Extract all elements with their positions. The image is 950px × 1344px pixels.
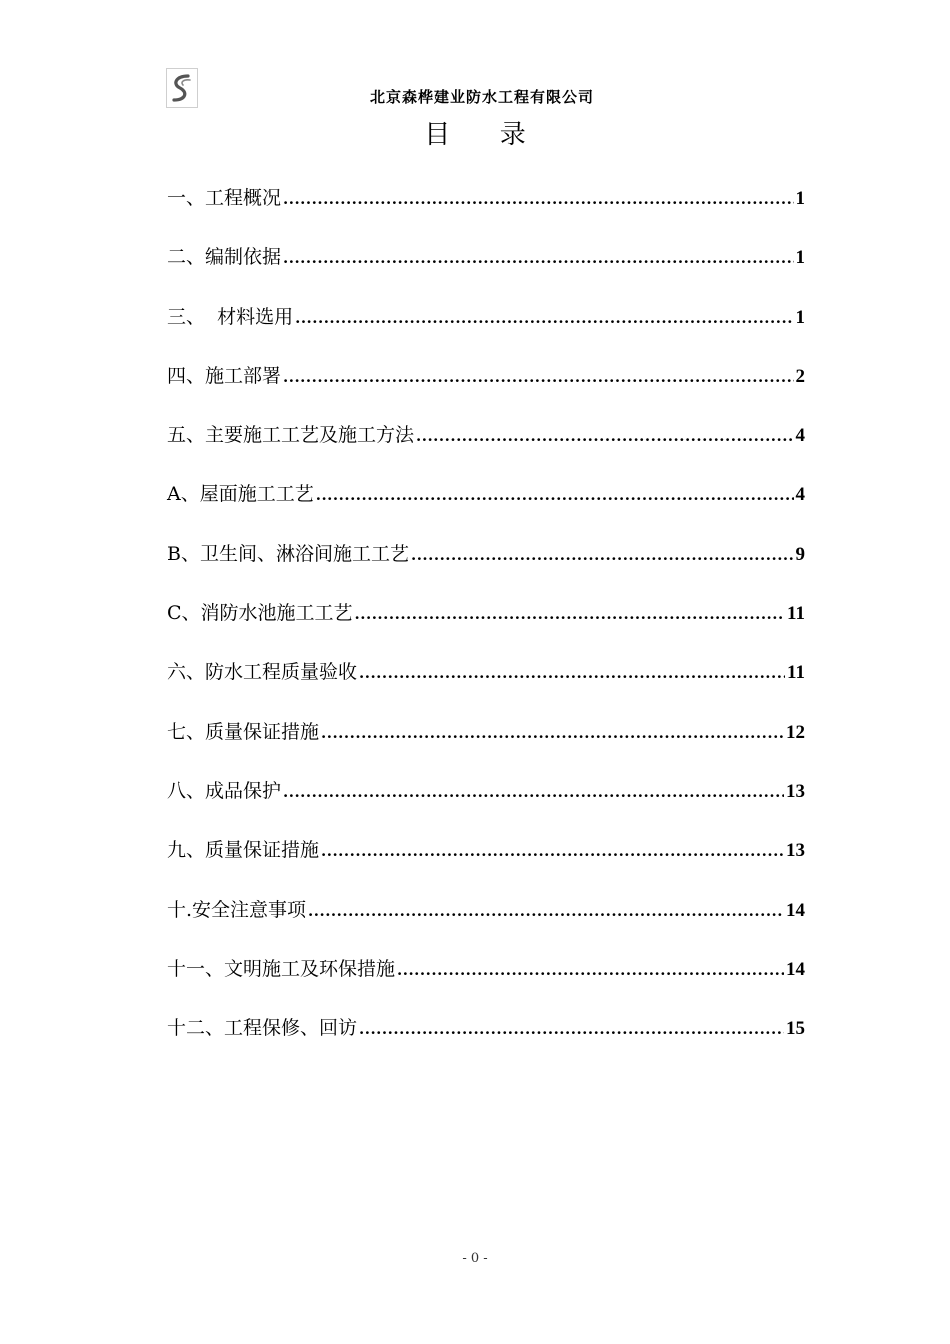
toc-entry[interactable]: [167, 771, 805, 830]
toc-entry[interactable]: [167, 356, 805, 415]
toc-entry-page: 11: [787, 603, 805, 625]
toc-entry-label: 七、质量保证措施: [167, 720, 320, 743]
company-name: 北京森桦建业防水工程有限公司: [370, 88, 595, 106]
toc-entry[interactable]: [167, 712, 805, 771]
toc-leader-dots: [359, 653, 785, 693]
toc-leader-dots: [321, 713, 784, 753]
toc-leader-dots: [355, 594, 786, 634]
toc-entry-page: 13: [786, 840, 805, 862]
toc-entry-label: 三、 材料选用: [167, 305, 294, 328]
toc-leader-dots: [411, 535, 794, 575]
toc-leader-dots: [295, 298, 793, 338]
toc-entry[interactable]: [167, 237, 805, 296]
toc-entry[interactable]: [167, 474, 805, 533]
toc-entry-label: B、卫生间、淋浴间施工工艺: [167, 542, 409, 565]
toc-leader-dots: [283, 179, 793, 219]
toc-entry-label: 十二、工程保修、回访: [167, 1017, 358, 1040]
toc-entry[interactable]: [167, 830, 805, 889]
toc-entry-label: 二、编制依据: [167, 246, 282, 269]
toc-leader-dots: [308, 891, 784, 931]
toc-entry[interactable]: [167, 415, 805, 474]
toc-entry-page: 14: [786, 899, 805, 921]
toc-entry-label: 八、成品保护: [167, 779, 282, 802]
toc-entry-page: 9: [795, 543, 805, 565]
toc-leader-dots: [397, 950, 784, 990]
page-title: 目 录: [424, 120, 526, 150]
toc-leader-dots: [316, 475, 794, 515]
toc-entry[interactable]: [167, 297, 805, 356]
toc-leader-dots: [359, 1009, 784, 1049]
toc-entry[interactable]: [167, 593, 805, 652]
toc-leader-dots: [283, 357, 793, 397]
toc-entry-label: 四、施工部署: [167, 364, 282, 387]
toc-entry-page: 13: [786, 780, 805, 802]
toc-entry-page: 1: [795, 306, 805, 328]
toc-entry-page: 14: [786, 958, 805, 980]
toc-entry-page: 15: [786, 1018, 805, 1040]
toc-entry-label: 十一、文明施工及环保措施: [167, 957, 396, 980]
toc-entry-label: C、消防水池施工工艺: [167, 602, 353, 625]
toc-entry-page: 11: [787, 662, 805, 684]
toc-entry-page: 4: [795, 484, 805, 506]
toc-entry-page: 1: [795, 188, 805, 209]
toc-entry-label: 六、防水工程质量验收: [167, 661, 358, 684]
toc-entry[interactable]: [167, 652, 805, 711]
toc-entry-label: A、屋面施工工艺: [167, 483, 314, 506]
page-number: - 0 -: [462, 1251, 488, 1266]
toc-leader-dots: [416, 416, 793, 456]
toc-entry[interactable]: [167, 949, 805, 1008]
table-of-contents: [167, 178, 805, 1067]
toc-entry-label: 九、质量保证措施: [167, 839, 320, 862]
toc-entry-label: 一、工程概况: [167, 187, 282, 209]
toc-leader-dots: [321, 831, 784, 871]
toc-entry[interactable]: [167, 534, 805, 593]
toc-entry-page: 1: [795, 247, 805, 269]
company-logo-icon: [166, 68, 198, 108]
toc-entry-label: 五、主要施工工艺及施工方法: [167, 424, 415, 447]
toc-entry-page: 4: [795, 425, 805, 447]
toc-entry-page: 2: [795, 365, 805, 387]
toc-entry[interactable]: [167, 178, 805, 237]
toc-leader-dots: [283, 772, 784, 812]
toc-entry-page: 12: [786, 721, 805, 743]
toc-entry[interactable]: [167, 1008, 805, 1067]
toc-entry[interactable]: [167, 890, 805, 949]
toc-entry-label: 十.安全注意事项: [167, 898, 307, 921]
toc-leader-dots: [283, 238, 793, 278]
